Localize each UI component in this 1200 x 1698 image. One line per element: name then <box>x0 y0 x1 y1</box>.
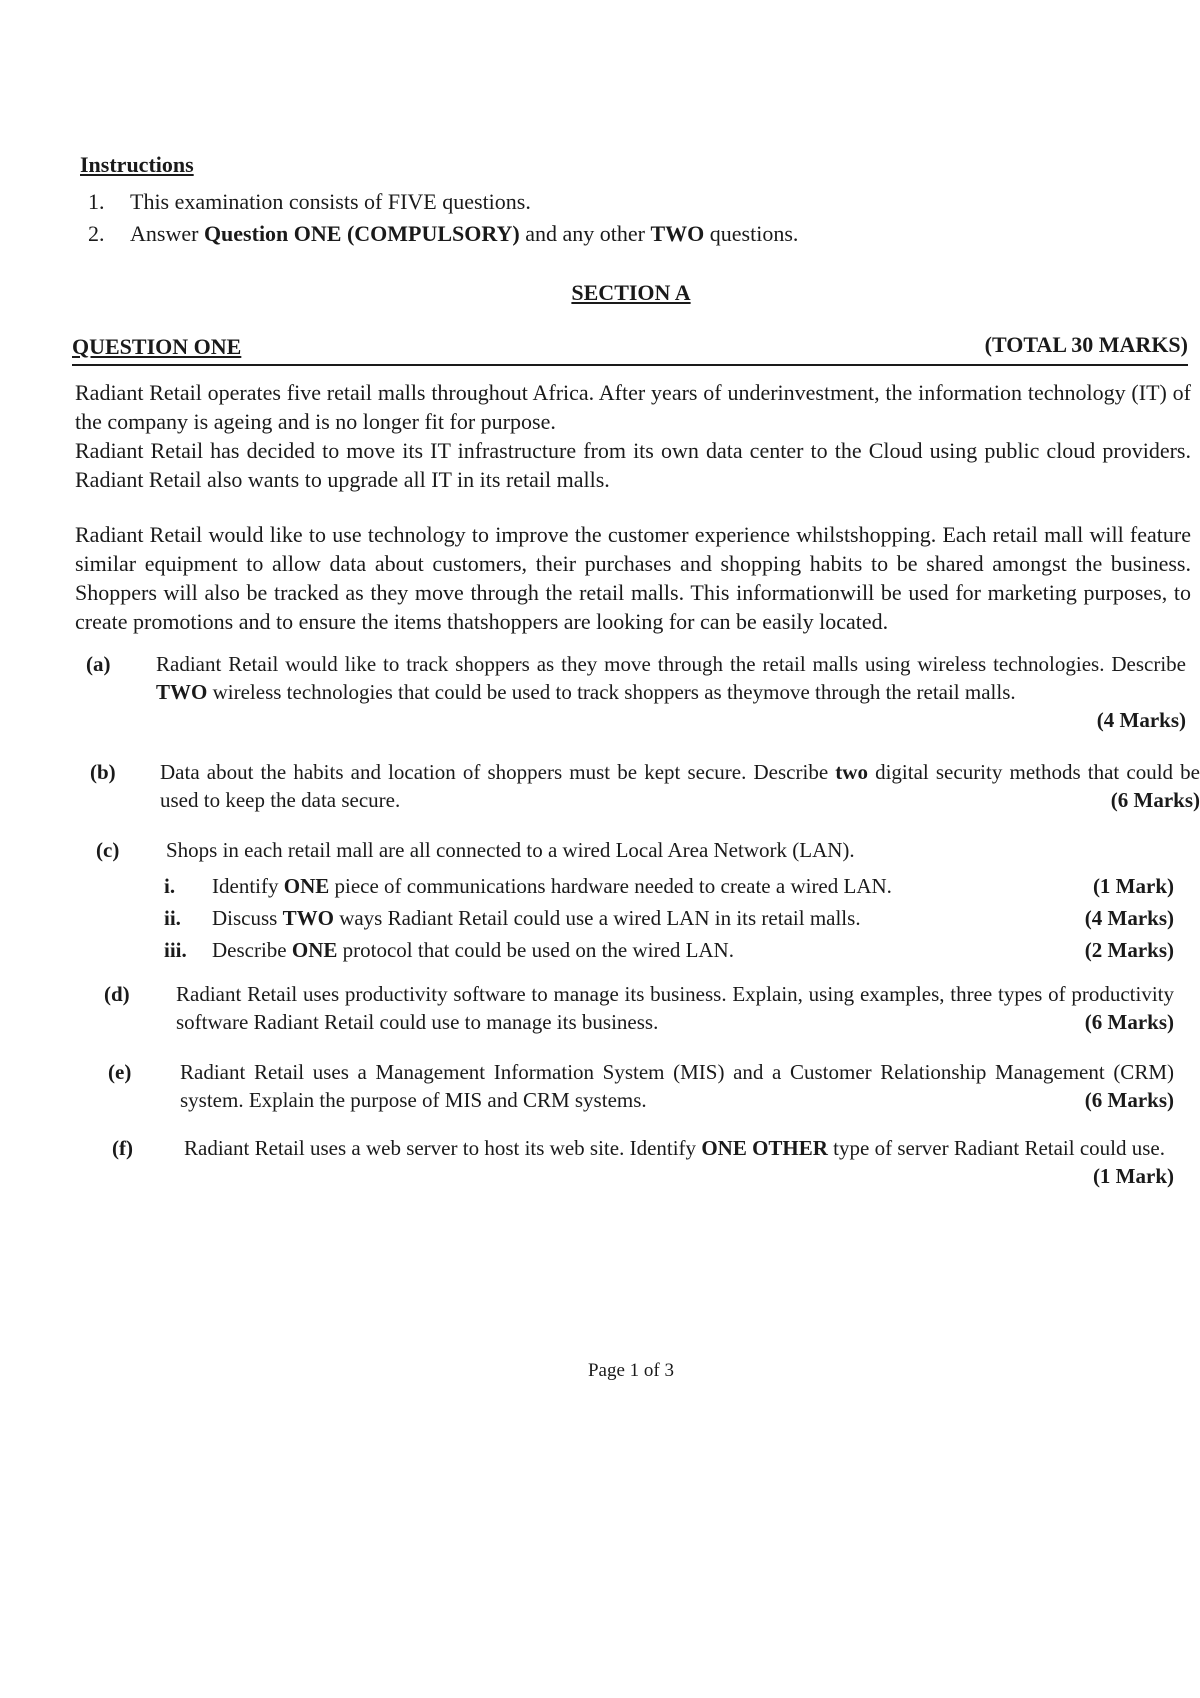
part-marks: (1 Mark) <box>1092 1164 1174 1188</box>
question-total-marks: (TOTAL 30 MARKS) <box>984 332 1188 357</box>
part-label: (c) <box>96 838 120 862</box>
sub-text: Discuss TWO ways Radiant Retail could use a wired LAN in its retail malls. <box>212 906 861 930</box>
instruction-number: 2. <box>88 221 105 246</box>
instruction-item <box>88 186 798 218</box>
question-part-e <box>108 1058 1174 1118</box>
part-text: Shops in each retail mall are all connected to a wired Local Area Network (LAN). <box>166 838 855 862</box>
sub-marks: (2 Marks) <box>1084 938 1174 962</box>
sub-marks: (1 Mark) <box>1092 874 1174 898</box>
page-number: Page 1 of 3 <box>587 1360 674 1381</box>
part-marks: (6 Marks) <box>1110 788 1200 812</box>
sub-marks: (4 Marks) <box>1084 906 1174 930</box>
question-part-b <box>90 758 1200 818</box>
instruction-item <box>88 218 798 250</box>
question-title: QUESTION ONE <box>72 334 242 359</box>
part-label: (f) <box>112 1136 133 1160</box>
sub-number: i. <box>164 874 176 898</box>
sub-question <box>164 904 1174 932</box>
section-heading: SECTION A <box>571 280 691 305</box>
sub-question <box>164 936 1174 964</box>
part-text: Radiant Retail would like to track shoppers as they move through the retail malls using wireless technologies. Describe TWO wireless technologies that could be used to track shoppers as theymove through the retail malls. <box>156 652 1186 704</box>
question-part-d <box>104 980 1174 1040</box>
part-label: (b) <box>90 760 116 784</box>
instructions-list <box>88 186 798 250</box>
sub-number: iii. <box>164 938 187 962</box>
sub-text: Describe ONE protocol that could be used on the wired LAN. <box>212 938 734 962</box>
instruction-text: This examination consists of FIVE questions. <box>130 189 531 214</box>
part-marks: (6 Marks) <box>1084 1010 1174 1034</box>
part-marks: (4 Marks) <box>1096 708 1186 732</box>
question-part-c <box>96 836 1200 966</box>
sub-text: Identify ONE piece of communications hardware needed to create a wired LAN. <box>212 874 892 898</box>
part-label: (e) <box>108 1060 132 1084</box>
instruction-text: Answer Question ONE (COMPULSORY) and any other TWO questions. <box>130 221 799 246</box>
sub-question <box>164 872 1174 900</box>
sub-number: ii. <box>164 906 181 930</box>
question-part-a <box>86 650 1196 740</box>
scenario-paragraph-2: Radiant Retail has decided to move its IT infrastructure from its own data center to the Cloud using public cloud providers. Radiant Retail also wants to upgrade all IT in its retail malls. <box>75 438 1191 492</box>
part-text: Radiant Retail uses a Management Information System (MIS) and a Customer Relationship Management (CRM) system. Explain the purpose of MIS and CRM systems. <box>180 1060 1174 1112</box>
instruction-number: 1. <box>88 189 105 214</box>
question-part-f <box>112 1134 1174 1194</box>
part-label: (d) <box>104 982 130 1006</box>
part-text: Data about the habits and location of shoppers must be kept secure. Describe two digital security methods that could be used to keep the data secure. <box>160 760 1200 812</box>
part-text: Radiant Retail uses a web server to host its web site. Identify ONE OTHER type of server Radiant Retail could use. <box>184 1136 1165 1160</box>
part-label: (a) <box>86 652 111 676</box>
part-marks: (6 Marks) <box>1084 1088 1174 1112</box>
scenario-paragraph-1: Radiant Retail operates five retail malls throughout Africa. After years of underinvestment, the information technology (IT) of the company is ageing and is no longer fit for purpose. <box>75 380 1191 434</box>
part-text: Radiant Retail uses productivity software to manage its business. Explain, using examples, three types of productivity software Radiant Retail could use to manage its business. <box>176 982 1174 1034</box>
question-header <box>72 332 1188 366</box>
instructions-heading: Instructions <box>80 152 194 177</box>
scenario-paragraph-3: Radiant Retail would like to use technology to improve the customer experience whilstshopping. Each retail mall will feature similar equipment to allow data about customers, their purchases and shopping habits to be shared amongst the business. Shoppers will also be tracked as they move through the retail malls. This informationwill be used for marketing purposes, to create promotions and to ensure the items thatshoppers are looking for can be easily located. <box>75 522 1191 634</box>
